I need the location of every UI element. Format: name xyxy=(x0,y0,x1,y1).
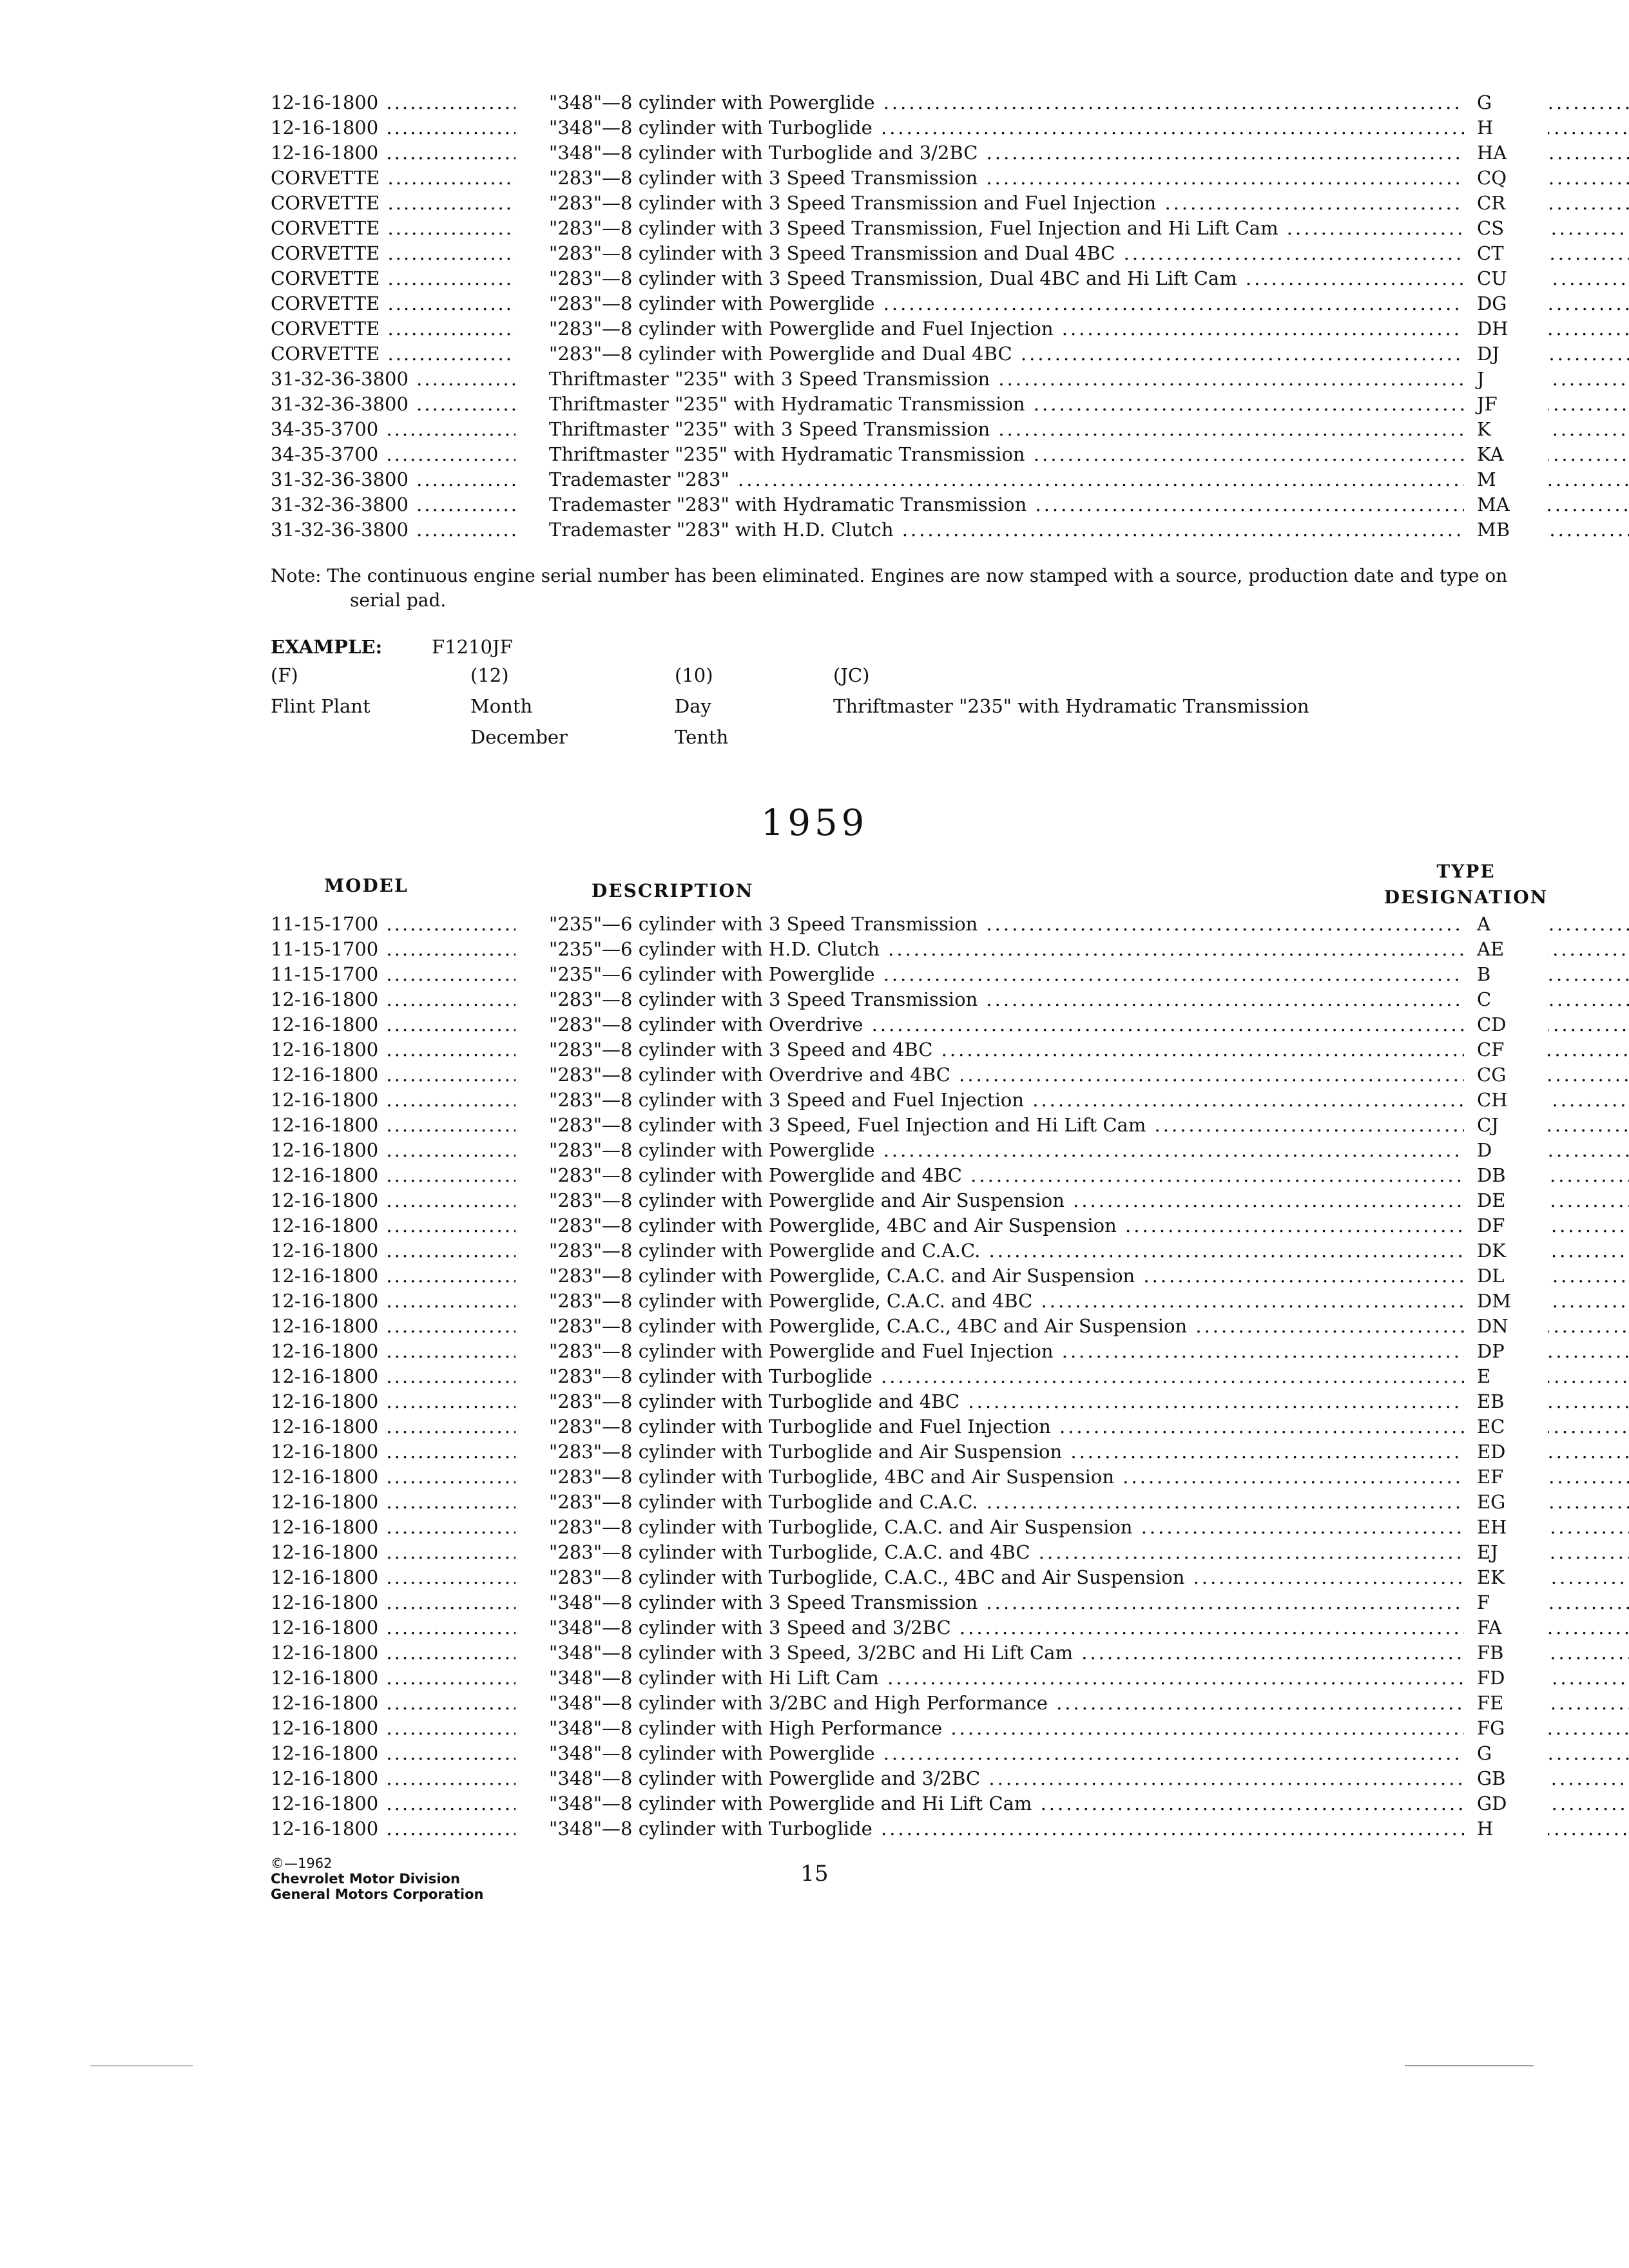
table-row xyxy=(271,1615,1547,1640)
table-row xyxy=(271,1741,1547,1766)
model-cell: 12-16-1800 ..... xyxy=(271,1515,516,1540)
description-cell: "283"—8 cylinder with 3 Speed Transmission ..... xyxy=(549,987,1629,1012)
table-row xyxy=(271,1088,1547,1113)
description-cell: "283"—8 cylinder with Powerglide and Fuel Injection ..... xyxy=(549,1339,1629,1364)
table-row xyxy=(271,1062,1547,1088)
description-cell: "283"—8 cylinder with Powerglide, C.A.C. and 4BC ..... xyxy=(549,1289,1629,1314)
type-code-cell: CQ xyxy=(1464,166,1548,191)
model-cell: 12-16-1800 ..... xyxy=(271,1590,516,1615)
model-cell: CORVETTE ..... xyxy=(271,266,516,291)
table-row xyxy=(271,1339,1547,1364)
description-cell: Trademaster "283" with Hydramatic Transmission ..... xyxy=(549,492,1629,517)
description-cell: "235"—6 cylinder with 3 Speed Transmission ..... xyxy=(549,912,1629,937)
description-cell: "283"—8 cylinder with 3 Speed Transmission, Dual 4BC and Hi Lift Cam ..... xyxy=(549,266,1629,291)
description-cell: "235"—6 cylinder with H.D. Clutch ..... xyxy=(549,937,1629,962)
description-cell: "283"—8 cylinder with Turboglide ..... xyxy=(549,1364,1629,1389)
table-row xyxy=(271,241,1547,266)
type-code-cell: MB xyxy=(1464,517,1548,543)
model-cell: CORVETTE ..... xyxy=(271,316,516,341)
type-code-cell: CR xyxy=(1464,191,1548,216)
description-cell: "348"—8 cylinder with Powerglide ..... xyxy=(549,1741,1629,1766)
model-cell: 12-16-1800 ..... xyxy=(271,1264,516,1289)
table-row xyxy=(271,1289,1547,1314)
model-cell: 12-16-1800 ..... xyxy=(271,987,516,1012)
type-code-cell: G xyxy=(1464,1741,1548,1766)
model-cell: 31-32-36-3800 ..... xyxy=(271,367,516,392)
example-label: EXAMPLE: xyxy=(271,636,383,658)
footer-division: Chevrolet Motor Division xyxy=(271,1871,460,1887)
model-cell: 12-16-1800 ..... xyxy=(271,1113,516,1138)
page-number: 15 xyxy=(800,1861,829,1887)
table-row xyxy=(271,191,1547,216)
table-row xyxy=(271,517,1547,543)
description-cell: "348"—8 cylinder with Powerglide ..... xyxy=(549,90,1629,115)
model-cell: 31-32-36-3800 ..... xyxy=(271,467,516,492)
model-cell: 12-16-1800 ..... xyxy=(271,1716,516,1741)
table-row xyxy=(271,1691,1547,1716)
type-code-cell: CD xyxy=(1464,1012,1548,1037)
description-cell: "348"—8 cylinder with 3 Speed Transmission ..... xyxy=(549,1590,1629,1615)
description-cell: Thriftmaster "235" with Hydramatic Transmission ..... xyxy=(549,442,1629,467)
model-cell: 12-16-1800 ..... xyxy=(271,1389,516,1414)
description-cell: "283"—8 cylinder with Turboglide, C.A.C., 4BC and Air Suspension ..... xyxy=(549,1565,1629,1590)
type-code-cell: EH xyxy=(1464,1515,1548,1540)
model-cell: 12-16-1800 ..... xyxy=(271,1414,516,1439)
table-row xyxy=(271,937,1547,962)
type-code-cell: FB xyxy=(1464,1640,1548,1666)
table-row xyxy=(271,266,1547,291)
table-row xyxy=(271,1113,1547,1138)
type-code-cell: CF xyxy=(1464,1037,1548,1062)
type-code-cell: FE xyxy=(1464,1691,1548,1716)
description-cell: "283"—8 cylinder with Powerglide, C.A.C. and Air Suspension ..... xyxy=(549,1264,1629,1289)
model-cell: 12-16-1800 ..... xyxy=(271,1037,516,1062)
type-code-cell: DG xyxy=(1464,291,1548,316)
model-cell: 12-16-1800 ..... xyxy=(271,90,516,115)
type-code-cell: FA xyxy=(1464,1615,1548,1640)
example-plant-code: (F) xyxy=(271,664,298,686)
table-row xyxy=(271,1213,1547,1238)
column-header-type-line-1: TYPE xyxy=(1436,861,1496,882)
model-cell: CORVETTE ..... xyxy=(271,166,516,191)
table-row xyxy=(271,166,1547,191)
table-row xyxy=(271,1163,1547,1188)
description-cell: "235"—6 cylinder with Powerglide ..... xyxy=(549,962,1629,987)
column-header-model: MODEL xyxy=(324,875,409,896)
table-row xyxy=(271,962,1547,987)
description-cell: "283"—8 cylinder with 3 Speed, Fuel Injection and Hi Lift Cam ..... xyxy=(549,1113,1629,1138)
model-cell: CORVETTE ..... xyxy=(271,191,516,216)
type-code-cell: CT xyxy=(1464,241,1548,266)
type-code-cell: EF xyxy=(1464,1465,1548,1490)
example-day-code: (10) xyxy=(675,664,713,686)
model-cell: 12-16-1800 ..... xyxy=(271,1439,516,1465)
description-cell: "283"—8 cylinder with 3 Speed Transmission, Fuel Injection and Hi Lift Cam ..... xyxy=(549,216,1629,241)
description-cell: "283"—8 cylinder with 3 Speed Transmission and Dual 4BC ..... xyxy=(549,241,1629,266)
table-row xyxy=(271,1565,1547,1590)
type-code-cell: GB xyxy=(1464,1766,1548,1791)
model-cell: 12-16-1800 ..... xyxy=(271,1766,516,1791)
model-cell: 12-16-1800 ..... xyxy=(271,1741,516,1766)
type-code-cell: DJ xyxy=(1464,341,1548,367)
model-cell: 12-16-1800 ..... xyxy=(271,1666,516,1691)
description-cell: "283"—8 cylinder with Turboglide, C.A.C. and Air Suspension ..... xyxy=(549,1515,1629,1540)
example-plant: Flint Plant xyxy=(271,695,371,717)
description-cell: "348"—8 cylinder with Powerglide and Hi Lift Cam ..... xyxy=(549,1791,1629,1816)
example-day-label: Day xyxy=(675,695,711,717)
type-code-cell: JF xyxy=(1464,392,1548,417)
type-code-cell: EK xyxy=(1464,1565,1548,1590)
table-row xyxy=(271,1666,1547,1691)
scan-artifact xyxy=(90,2065,193,2066)
model-cell: CORVETTE ..... xyxy=(271,216,516,241)
description-cell: Thriftmaster "235" with Hydramatic Transmission ..... xyxy=(549,392,1629,417)
example-month-code: (12) xyxy=(470,664,509,686)
description-cell: "348"—8 cylinder with Turboglide and 3/2BC ..... xyxy=(549,140,1629,166)
description-cell: "283"—8 cylinder with 3 Speed and Fuel Injection ..... xyxy=(549,1088,1629,1113)
column-header-type-line-2: DESIGNATION xyxy=(1383,887,1548,908)
model-cell: 12-16-1800 ..... xyxy=(271,1012,516,1037)
type-code-cell: CJ xyxy=(1464,1113,1548,1138)
table-row xyxy=(271,392,1547,417)
description-cell: "348"—8 cylinder with Turboglide ..... xyxy=(549,1816,1629,1841)
description-cell: Thriftmaster "235" with 3 Speed Transmission ..... xyxy=(549,367,1629,392)
description-cell: "348"—8 cylinder with 3/2BC and High Performance ..... xyxy=(549,1691,1629,1716)
table-row xyxy=(271,1314,1547,1339)
column-header-type-designation xyxy=(1379,859,1553,910)
model-cell: 34-35-3700 ..... xyxy=(271,417,516,442)
model-cell: 12-16-1800 ..... xyxy=(271,1615,516,1640)
table-row xyxy=(271,1540,1547,1565)
type-code-cell: KA xyxy=(1464,442,1548,467)
table-row xyxy=(271,140,1547,166)
type-code-cell: ED xyxy=(1464,1439,1548,1465)
table-row xyxy=(271,1490,1547,1515)
description-cell: Trademaster "283" with H.D. Clutch ..... xyxy=(549,517,1629,543)
table-row xyxy=(271,90,1547,115)
model-cell: CORVETTE ..... xyxy=(271,241,516,266)
example-type-code: (JC) xyxy=(833,664,870,686)
table-row xyxy=(271,1264,1547,1289)
model-cell: 12-16-1800 ..... xyxy=(271,1565,516,1590)
type-code-cell: DF xyxy=(1464,1213,1548,1238)
table-row xyxy=(271,1465,1547,1490)
description-cell: "283"—8 cylinder with Turboglide and C.A.C. ..... xyxy=(549,1490,1629,1515)
type-code-cell: EB xyxy=(1464,1389,1548,1414)
table-row xyxy=(271,417,1547,442)
description-cell: "283"—8 cylinder with Powerglide and Dual 4BC ..... xyxy=(549,341,1629,367)
type-code-cell: CU xyxy=(1464,266,1548,291)
footer-copyright: ©—1962 xyxy=(271,1856,333,1871)
description-cell: "283"—8 cylinder with Turboglide and Fuel Injection ..... xyxy=(549,1414,1629,1439)
type-code-cell: FD xyxy=(1464,1666,1548,1691)
model-cell: 12-16-1800 ..... xyxy=(271,1163,516,1188)
table-row xyxy=(271,1816,1547,1841)
type-code-cell: CG xyxy=(1464,1062,1548,1088)
type-code-cell: H xyxy=(1464,1816,1548,1841)
table-row xyxy=(271,316,1547,341)
table-row xyxy=(271,115,1547,140)
year-heading: 1959 xyxy=(760,802,869,844)
description-cell: "283"—8 cylinder with Powerglide and 4BC ..... xyxy=(549,1163,1629,1188)
serial-note-line-2: serial pad. xyxy=(350,590,447,611)
model-cell: 12-16-1800 ..... xyxy=(271,1816,516,1841)
model-cell: 31-32-36-3800 ..... xyxy=(271,517,516,543)
type-code-cell: B xyxy=(1464,962,1548,987)
table-row xyxy=(271,216,1547,241)
type-code-cell: D xyxy=(1464,1138,1548,1163)
example-day: Tenth xyxy=(675,726,729,748)
type-code-cell: M xyxy=(1464,467,1548,492)
table-row xyxy=(271,1640,1547,1666)
type-code-cell: CH xyxy=(1464,1088,1548,1113)
table-row xyxy=(271,1716,1547,1741)
model-cell: 12-16-1800 ..... xyxy=(271,1238,516,1264)
model-cell: 12-16-1800 ..... xyxy=(271,1088,516,1113)
table-row xyxy=(271,1389,1547,1414)
model-cell: 12-16-1800 ..... xyxy=(271,1339,516,1364)
model-cell: 34-35-3700 ..... xyxy=(271,442,516,467)
model-cell: 11-15-1700 ..... xyxy=(271,962,516,987)
description-cell: Thriftmaster "235" with 3 Speed Transmission ..... xyxy=(549,417,1629,442)
table-row xyxy=(271,1012,1547,1037)
model-cell: 31-32-36-3800 ..... xyxy=(271,392,516,417)
footer-corporation: General Motors Corporation xyxy=(271,1887,484,1902)
model-cell: 12-16-1800 ..... xyxy=(271,1289,516,1314)
type-code-cell: HA xyxy=(1464,140,1548,166)
engine-table-1959 xyxy=(271,912,1547,1841)
type-code-cell: DK xyxy=(1464,1238,1548,1264)
description-cell: "283"—8 cylinder with Overdrive ..... xyxy=(549,1012,1629,1037)
table-row xyxy=(271,1364,1547,1389)
type-code-cell: EC xyxy=(1464,1414,1548,1439)
type-code-cell: F xyxy=(1464,1590,1548,1615)
type-code-cell: E xyxy=(1464,1364,1548,1389)
model-cell: CORVETTE ..... xyxy=(271,291,516,316)
model-cell: 31-32-36-3800 ..... xyxy=(271,492,516,517)
serial-note-line-1: Note: The continuous engine serial number has been eliminated. Engines are now stamped with a source, production date and type on xyxy=(271,565,1508,586)
type-code-cell: H xyxy=(1464,115,1548,140)
table-row xyxy=(271,1590,1547,1615)
type-code-cell: EJ xyxy=(1464,1540,1548,1565)
example-month-label: Month xyxy=(470,695,533,717)
description-cell: "283"—8 cylinder with Powerglide, C.A.C., 4BC and Air Suspension ..... xyxy=(549,1314,1629,1339)
model-cell: 11-15-1700 ..... xyxy=(271,912,516,937)
type-code-cell: J xyxy=(1464,367,1548,392)
type-code-cell: DM xyxy=(1464,1289,1548,1314)
type-code-cell: DH xyxy=(1464,316,1548,341)
table-row xyxy=(271,492,1547,517)
table-row xyxy=(271,1037,1547,1062)
example-type: Thriftmaster "235" with Hydramatic Transmission xyxy=(833,695,1309,717)
description-cell: "283"—8 cylinder with 3 Speed Transmission ..... xyxy=(549,166,1629,191)
table-row xyxy=(271,1414,1547,1439)
model-cell: 12-16-1800 ..... xyxy=(271,1364,516,1389)
type-code-cell: CS xyxy=(1464,216,1548,241)
description-cell: "348"—8 cylinder with Hi Lift Cam ..... xyxy=(549,1666,1629,1691)
table-row xyxy=(271,467,1547,492)
description-cell: "283"—8 cylinder with Turboglide and 4BC ..... xyxy=(549,1389,1629,1414)
model-cell: 12-16-1800 ..... xyxy=(271,1188,516,1213)
description-cell: "283"—8 cylinder with Powerglide and Fuel Injection ..... xyxy=(549,316,1629,341)
type-code-cell: DL xyxy=(1464,1264,1548,1289)
model-cell: 12-16-1800 ..... xyxy=(271,1213,516,1238)
type-code-cell: DP xyxy=(1464,1339,1548,1364)
type-code-cell: DN xyxy=(1464,1314,1548,1339)
type-code-cell: DE xyxy=(1464,1188,1548,1213)
table-row xyxy=(271,367,1547,392)
table-row xyxy=(271,442,1547,467)
model-cell: CORVETTE ..... xyxy=(271,341,516,367)
column-header-description: DESCRIPTION xyxy=(592,880,754,901)
table-row xyxy=(271,1439,1547,1465)
description-cell: "283"—8 cylinder with 3 Speed Transmission and Fuel Injection ..... xyxy=(549,191,1629,216)
model-cell: 12-16-1800 ..... xyxy=(271,1540,516,1565)
table-row xyxy=(271,1515,1547,1540)
description-cell: "283"—8 cylinder with 3 Speed and 4BC ..... xyxy=(549,1037,1629,1062)
type-code-cell: GD xyxy=(1464,1791,1548,1816)
scan-artifact xyxy=(1405,2065,1534,2066)
type-code-cell: FG xyxy=(1464,1716,1548,1741)
model-cell: 12-16-1800 ..... xyxy=(271,1490,516,1515)
example-month: December xyxy=(470,726,568,748)
table-row xyxy=(271,291,1547,316)
description-cell: "283"—8 cylinder with Powerglide ..... xyxy=(549,1138,1629,1163)
description-cell: "283"—8 cylinder with Overdrive and 4BC ..... xyxy=(549,1062,1629,1088)
table-row xyxy=(271,1238,1547,1264)
model-cell: 12-16-1800 ..... xyxy=(271,1791,516,1816)
description-cell: "283"—8 cylinder with Powerglide and C.A.C. ..... xyxy=(549,1238,1629,1264)
description-cell: "283"—8 cylinder with Turboglide and Air Suspension ..... xyxy=(549,1439,1629,1465)
table-row xyxy=(271,1188,1547,1213)
type-code-cell: DB xyxy=(1464,1163,1548,1188)
description-cell: "283"—8 cylinder with Turboglide, C.A.C. and 4BC ..... xyxy=(549,1540,1629,1565)
model-cell: 12-16-1800 ..... xyxy=(271,1640,516,1666)
type-code-cell: AE xyxy=(1464,937,1548,962)
model-cell: 12-16-1800 ..... xyxy=(271,1465,516,1490)
model-cell: 12-16-1800 ..... xyxy=(271,1138,516,1163)
model-cell: 11-15-1700 ..... xyxy=(271,937,516,962)
table-row xyxy=(271,987,1547,1012)
type-code-cell: C xyxy=(1464,987,1548,1012)
table-row xyxy=(271,912,1547,937)
table-row xyxy=(271,341,1547,367)
description-cell: "348"—8 cylinder with 3 Speed and 3/2BC ..... xyxy=(549,1615,1629,1640)
description-cell: "283"—8 cylinder with Powerglide ..... xyxy=(549,291,1629,316)
engine-table-1958 xyxy=(271,90,1547,543)
description-cell: "348"—8 cylinder with Powerglide and 3/2BC ..... xyxy=(549,1766,1629,1791)
table-row xyxy=(271,1791,1547,1816)
model-cell: 12-16-1800 ..... xyxy=(271,1314,516,1339)
model-cell: 12-16-1800 ..... xyxy=(271,1691,516,1716)
type-code-cell: K xyxy=(1464,417,1548,442)
type-code-cell: G xyxy=(1464,90,1548,115)
table-row xyxy=(271,1766,1547,1791)
model-cell: 12-16-1800 ..... xyxy=(271,115,516,140)
model-cell: 12-16-1800 ..... xyxy=(271,1062,516,1088)
type-code-cell: MA xyxy=(1464,492,1548,517)
type-code-cell: EG xyxy=(1464,1490,1548,1515)
model-cell: 12-16-1800 ..... xyxy=(271,140,516,166)
description-cell: "283"—8 cylinder with Powerglide, 4BC and Air Suspension ..... xyxy=(549,1213,1629,1238)
description-cell: "283"—8 cylinder with Powerglide and Air Suspension ..... xyxy=(549,1188,1629,1213)
type-code-cell: A xyxy=(1464,912,1548,937)
description-cell: "348"—8 cylinder with High Performance ..... xyxy=(549,1716,1629,1741)
description-cell: "348"—8 cylinder with Turboglide ..... xyxy=(549,115,1629,140)
example-code: F1210JF xyxy=(432,636,513,658)
serial-note xyxy=(271,564,1547,613)
description-cell: "283"—8 cylinder with Turboglide, 4BC and Air Suspension ..... xyxy=(549,1465,1629,1490)
description-cell: "348"—8 cylinder with 3 Speed, 3/2BC and Hi Lift Cam ..... xyxy=(549,1640,1629,1666)
table-row xyxy=(271,1138,1547,1163)
description-cell: Trademaster "283" ..... xyxy=(549,467,1629,492)
